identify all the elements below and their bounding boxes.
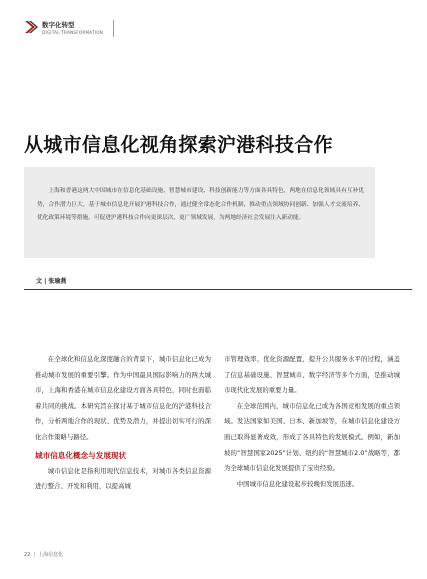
body-column-left <box>35 352 211 495</box>
footer-separator: | <box>33 552 36 558</box>
section-label-english: DIGITAL TRANSFORMATION <box>42 30 104 35</box>
body-paragraph: 在全球范围内，城市信息化已成为各国竞相发展的重点领域。发达国家如美国、日本、新加坡等，在城市信息化建设方面已取得显著成效，形成了各具特色的发展模式。例如，新加坡的“智慧国家2025”计划、纽约的“智慧城市2.0”战略等，都为全球城市信息化发展提供了宝贵经验。 <box>224 401 400 473</box>
page-number: 22 <box>24 552 31 558</box>
body-column-right <box>224 352 400 492</box>
intro-paragraph: 在全球化和信息化深度融合的背景下，城市信息化已成为推动城市发展的重要引擎。作为中国最具国际影响力的两大城市，上海和香港在城市信息化建设方面各具特色，同时也面临着共同的挑战。本研究旨在探讨基于城市信息化的沪港科技合作，分析两地合作的现状、优势及潜力，并提出切实可行的深化合作策略与路径。 <box>35 355 211 441</box>
header-divider <box>113 20 114 37</box>
body-paragraph: 中国城市信息化建设起步较晚但发展迅速。 <box>236 479 359 488</box>
author-divider <box>24 289 412 290</box>
body-paragraph-continued: 市管理效率、优化资源配置、提升公共服务水平的过程，涵盖了信息基础设施、智慧城市、数字经济等多个方面，是推动城市现代化发展的重要力量。 <box>224 355 400 395</box>
body-paragraph: 城市信息化是指利用现代信息技术，对城市各类信息资源进行整合、开发和利用，以提高城 <box>35 466 211 491</box>
article-title: 从城市信息化视角探索沪港科技合作 <box>24 133 333 156</box>
page-footer <box>24 551 63 558</box>
section-heading: 城市信息化概念与发展现状 <box>35 450 127 460</box>
section-label: 数字化转型 <box>42 21 75 29</box>
publication-name: 上海信息化 <box>38 552 64 558</box>
abstract-box <box>24 167 375 258</box>
abstract-text: 上海和香港这两大中国城市在信息化基础设施、智慧城市建设、科技创新能力等方面各具特色，两地在信息化领域具有互补优势，合作潜力巨大。基于城市信息化开展沪港科技合作，通过健全常态化合作机制、推动重点领域协同创新、加强人才交流培养、优化政策环境等措施，可促进沪港科技合作向更深层次、更广领域发展，为两地经济社会发展注入新动能。 <box>37 188 364 221</box>
layered-chevron-logo-icon <box>24 20 38 34</box>
author-byline: 文 | 张瑜燕 <box>36 278 67 285</box>
